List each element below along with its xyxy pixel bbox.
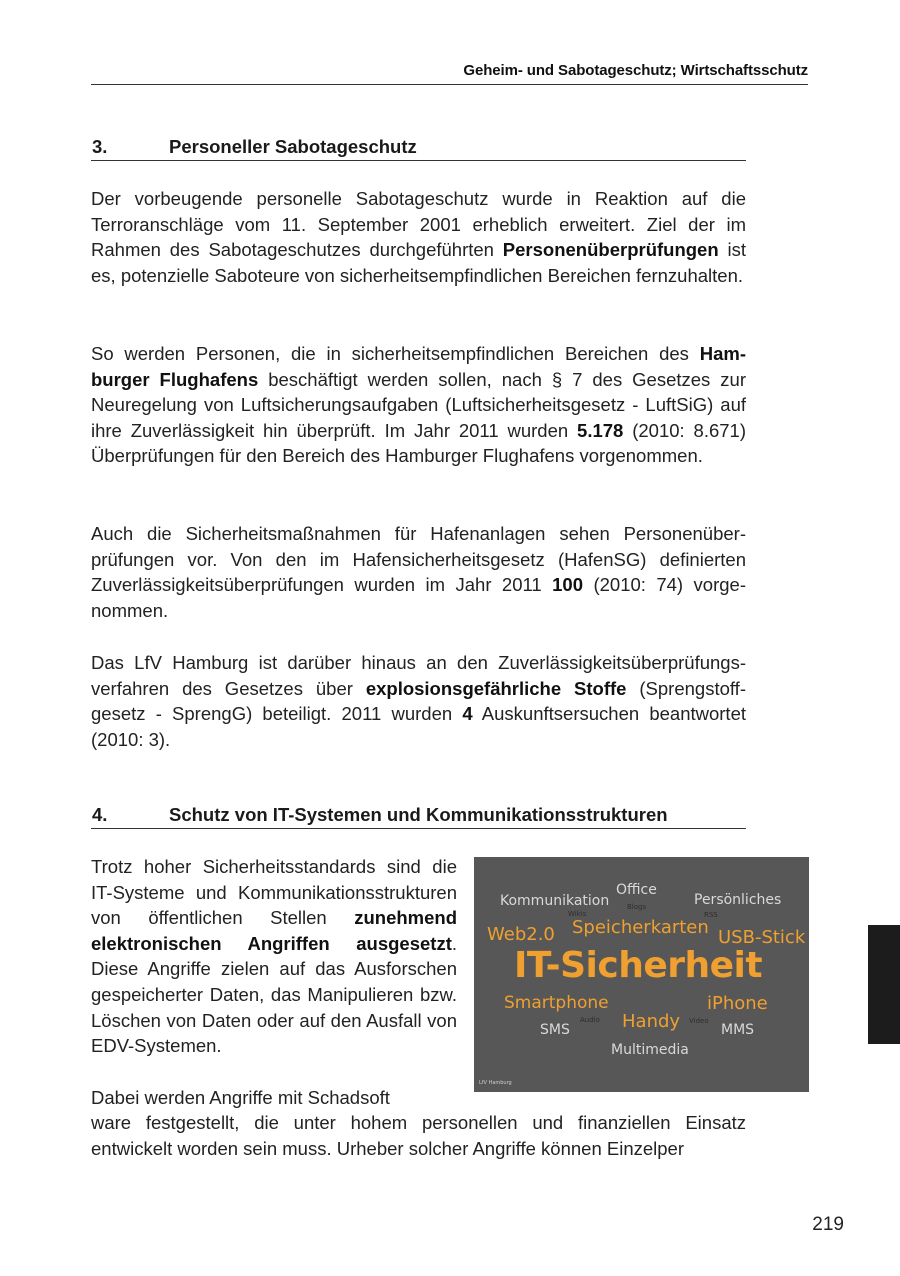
word-persoenliches: Persönliches xyxy=(694,892,782,908)
word-blogs: Blogs xyxy=(627,903,647,911)
word-sms: SMS xyxy=(540,1022,570,1038)
word-wikis: Wikis xyxy=(568,910,587,918)
chapter-thumb-tab xyxy=(868,925,900,1044)
running-header: Geheim- und Sabotageschutz; Wirtschaftsschutz xyxy=(463,62,808,79)
word-iphone: iPhone xyxy=(707,993,768,1014)
section-3-paragraph-2: So werden Personen, die in sicherheitsempfindlichen Bereichen des Hamburger Flughafens beschäftigt werden sollen, nach § 7 des Gesetzes zur Neuregelung von Luftsicherungsaufgaben (Luftsicherheitsgesetz - LuftSiG) auf ihre Zuverlässigkeit hin überprüft. Im Jahr 2011 wurden 5.178 (2010: 8.671) Überprüfungen für den Bereich des Hamburger Flughafens vorgenommen. xyxy=(91,343,746,467)
word-speicherkarten: Speicherkarten xyxy=(572,917,709,938)
word-mms: MMS xyxy=(721,1022,755,1038)
section-4-number: 4. xyxy=(92,804,108,825)
section-4-paragraph-2-rest: ware festgestellt, die unter hohem personellen und finanziellen Einsatz entwickelt worden sein muss. Urheber solcher Angriffe können Einzelper xyxy=(91,1112,746,1159)
section-3-paragraph-3: Auch die Sicherheitsmaßnahmen für Hafenanlagen sehen Personenüberprüfungen vor. Von den im Hafensicherheitsgesetz (HafenSG) definierten Zuverlässigkeitsüberprüfungen wurden im Jahr 2011 100 (2010: 74) vorgenommen. xyxy=(91,523,746,621)
section-3-number: 3. xyxy=(92,136,108,157)
page-number: 219 xyxy=(812,1214,844,1235)
word-video: Video xyxy=(689,1017,709,1025)
section-3-heading xyxy=(91,133,746,161)
image-credit: LfV Hamburg xyxy=(479,1080,512,1086)
section-3-paragraph-4: Das LfV Hamburg ist darüber hinaus an den Zuverlässigkeitsüberprüfungsverfahren des Gesetzes über explosionsgefährliche Stoffe (Sprengstoffgesetz - SprengG) beteiligt. 2011 wurden 4 Auskunftsersuchen beantwortet (2010: 3). xyxy=(91,652,746,750)
section-3-paragraph-1: Der vorbeugende personelle Sabotageschutz wurde in Reaktion auf die Terroranschläge vom 11. September 2001 erheblich erweitert. Ziel der im Rahmen des Sabotageschutzes durchgeführten Personenüberprüfungen ist es, potenzielle Saboteure von sicherheitsempfindlichen Bereichen fernzuhalten. xyxy=(91,188,746,286)
word-kommunikation: Kommunikation xyxy=(500,893,610,909)
word-web20: Web2.0 xyxy=(487,924,555,945)
word-multimedia: Multimedia xyxy=(611,1042,689,1058)
word-it-sicherheit: IT-Sicherheit xyxy=(514,945,763,986)
section-4-title: Schutz von IT-Systemen und Kommunikationsstrukturen xyxy=(169,804,668,825)
word-rss: RSS xyxy=(704,911,718,919)
section-4-heading xyxy=(91,801,746,829)
section-4-paragraph-2-line-1: Dabei werden Angriffe mit Schadsoft xyxy=(91,1087,390,1108)
word-office: Office xyxy=(616,882,657,898)
word-usb-stick: USB-Stick xyxy=(718,927,806,948)
it-security-word-cloud xyxy=(474,857,809,1092)
word-audio: Audio xyxy=(580,1016,600,1024)
word-smartphone: Smartphone xyxy=(504,993,609,1013)
header-rule xyxy=(91,84,808,85)
section-4-paragraph-1: Trotz hoher Sicherheitsstandards sind die IT-Systeme und Kommunikationsstrukturen von öffentlichen Stellen zunehmend elektronischen Angriffen ausgesetzt. Diese Angriffe zielen auf das Ausforschen gespeicherter Daten, das Manipulieren bzw. Löschen von Daten oder auf den Ausfall von EDV-Systemen. xyxy=(91,856,457,1057)
section-3-title: Personeller Sabotageschutz xyxy=(169,136,417,157)
word-handy: Handy xyxy=(622,1011,681,1032)
